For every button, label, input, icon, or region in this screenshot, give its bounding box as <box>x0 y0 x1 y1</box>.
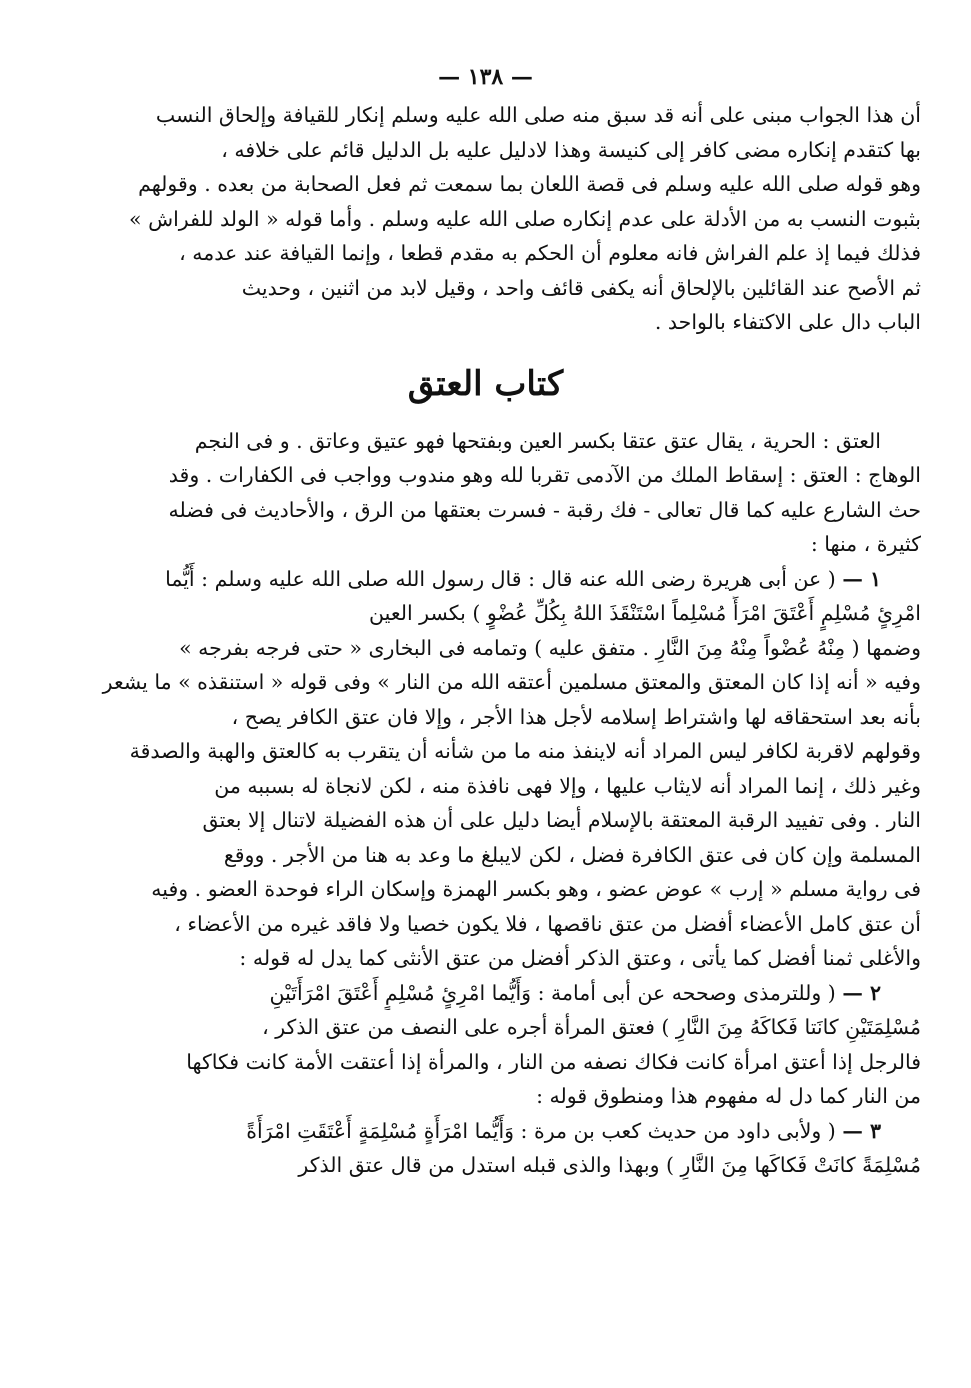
hadith-number: ٢ — <box>842 980 881 1005</box>
text-line: كثيرة ، منها : <box>810 532 921 556</box>
text-line: أن هذا الجواب مبنى على أنه قد سبق منه صلى الله عليه وسلم إنكار للقيافة وإلحاق النسب <box>155 103 921 127</box>
text-line: النار . وفى تفييد الرقبة المعتقة بالإسلام أيضا دليل على أن هذه الفضيلة لاتنال إلا بعتق <box>202 808 921 832</box>
text-line: مُسْلِمَتَيْنِ كانَتا فَكاكَهُ مِنَ النَّارِ ) فعتق المرأة أجره على النصف من عتق الذكر ، <box>262 1015 921 1039</box>
text-line: امْرِئٍ مُسْلِمٍ أَعْتَقَ امْرَأً مُسْلِماً اسْتَنْقَذَ اللهُ بِكُلِّ عُضْوٍ ) بكسر العين <box>369 601 921 625</box>
text-line: وغير ذلك ، إنما المراد أنه لايثاب عليها ، وإلا فهى نافذة منه ، لكن لانجاة له بسببه من <box>214 773 921 798</box>
text-line <box>50 1114 921 1149</box>
hadith-2-paragraph <box>50 976 921 1114</box>
hadith-3-paragraph <box>50 1114 921 1183</box>
text-line: العتق : الحرية ، يقال عتق عتقا بكسر العين وبفتحها فهو عتيق وعاتق . و فى النجم <box>194 428 881 453</box>
text-line: وقولهم لاقربة لكافر ليس المراد أنه لاينفذ منه ما من شأنه أن يتقرب به كالعتق والهبة والصدقة <box>129 739 921 763</box>
hadith-text: ( عن أبى هريرة رضى الله عنه قال : قال رسول الله صلى الله عليه وسلم : أَيُّما <box>165 566 836 591</box>
text-line: والأغلى ثمنا أفضل كما يأتى ، وعتق الذكر أفضل من عتق الأنثى كما يدل له قوله : <box>239 946 921 970</box>
text-line: مُسْلِمَةً كانَتْ فَكاكَها مِنَ النَّارِ ) وبهذا والذى قبله استدل من قال عتق الذكر <box>298 1153 921 1177</box>
intro-paragraph <box>50 98 921 340</box>
text-line: الوهاج : العتق : إسقاط الملك من الآدمى تقربا لله وهو مندوب وواجب فى الكفارات . وقد <box>168 463 921 487</box>
text-line: بها كتقدم إنكاره مضى كافر إلى كنيسة وهذا لادليل عليه بل الدليل قائم على خلافه ، <box>221 137 921 162</box>
hadith-number: ١ — <box>842 566 881 591</box>
text-line: وفيه « أنه إذا كان المعتق والمعتق مسلمين أعتقه الله من النار » وفى قوله « استنقذه » ما يشعر <box>102 670 921 694</box>
text-line: حث الشارع عليه كما قال تعالى - فك رقبة - فسرت بعتقها من الرق ، والأحاديث فى فضله <box>168 497 921 522</box>
text-line: فالرجل إذا أعتق امرأة كانت فكاك نصفه من النار ، والمرأة إذا أعتقت الأمة كانت فكاكها <box>186 1049 921 1074</box>
text-line: أن عتق كامل الأعضاء أفضل من عتق ناقصها ، فلا يكون خصيا ولا فاقد غيره من الأعضاء ، <box>174 911 921 936</box>
text-line: بثبوت النسب به من الأدلة على عدم إنكاره صلى الله عليه وسلم . وأما قوله « الولد للفراش » <box>129 206 921 231</box>
hadith-number: ٣ — <box>842 1118 881 1143</box>
text-line: بأنه بعد استحقاقه لها واشتراط إسلامه لأجل هذا الأجر ، وإلا فان عتق الكافر يصح ، <box>231 704 921 729</box>
text-line: فذلك فيما إذ علم الفراش فانه معلوم أن الحكم به مقدم قطعا ، وإنما القيافة عند عدمه ، <box>179 241 921 265</box>
definition-paragraph <box>50 424 921 562</box>
text-line: وضمها ( مِنْهُ عُضْواً مِنْهُ مِنَ النَّارِ . متفق عليه ) وتمامه فى البخارى « حتى فرجه بفرجه » <box>179 635 921 660</box>
text-line: فى رواية مسلم « إرب » عوض عضو ، وهو بكسر الهمزة وإسكان الراء فوحدة العضو . وفيه <box>151 877 921 901</box>
hadith-text: ( ولأبى داود من حديث كعب بن مرة : وَأَيُّما امْرَأَةٍ مُسْلِمَةٍ أَعْتَقَتِ امْرَأَةً <box>246 1118 836 1143</box>
text-line: من النار كما دل له مفهوم هذا ومنطوق قوله : <box>536 1084 921 1108</box>
text-line: الباب دال على الاكتفاء بالواحد . <box>654 310 921 334</box>
hadith-1-paragraph <box>50 562 921 976</box>
text-line <box>50 562 921 597</box>
page-number: — ١٣٨ — <box>438 64 533 90</box>
text-line: المسلمة وإن كان فى عتق الكافرة فضل ، لكن لايبلغ ما وعد به هنا من الأجر . ووقع <box>223 842 921 867</box>
text-line: وهو قوله صلى الله عليه وسلم فى قصة اللعان بما سمعت ثم فعل الصحابة من بعده . وقولهم <box>138 172 921 196</box>
hadith-text: ( وللترمذى وصححه عن أبى أمامة : وَأَيُّما امْرِئٍ مُسْلِمٍ أَعْتَقَ امْرَأَتَيْنِ <box>269 980 836 1005</box>
section-title: كتاب العتق <box>407 363 564 404</box>
text-line: ثم الأصح عند القائلين بالإلحاق أنه يكفى قائف واحد ، وقيل لابد من اثنين ، وحديث <box>241 275 921 300</box>
text-line <box>50 976 921 1011</box>
